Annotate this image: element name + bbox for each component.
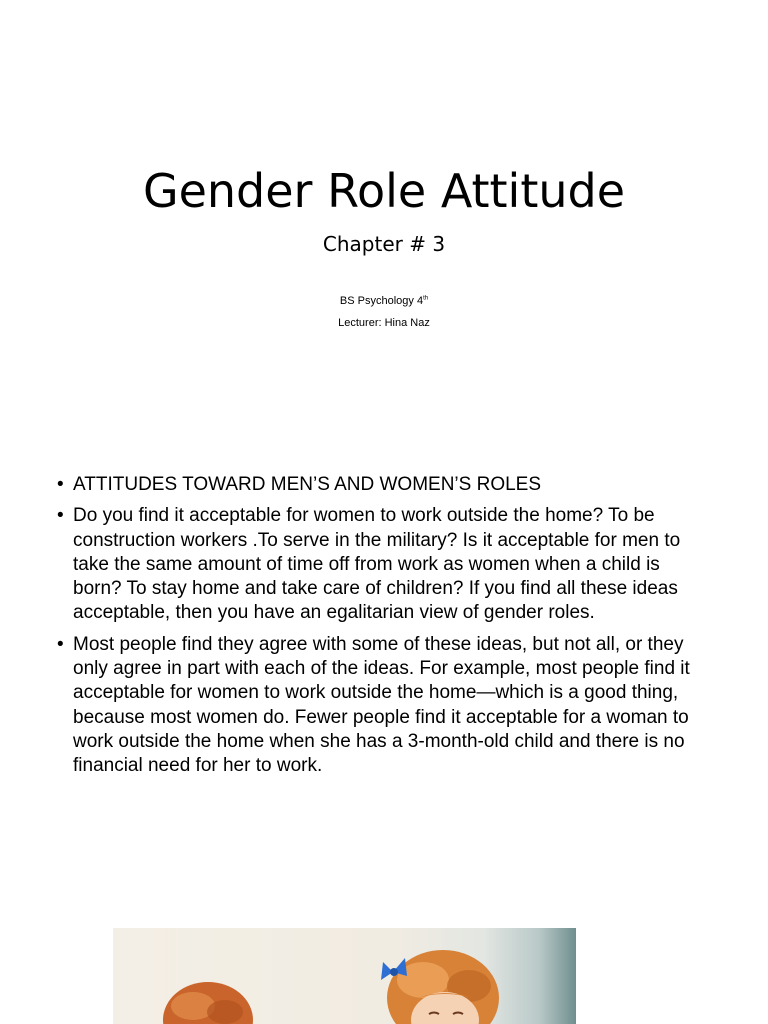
illustration-graphic	[113, 928, 576, 1024]
bullet-marker: •	[57, 505, 64, 527]
course-text: BS Psychology 4	[339, 295, 424, 307]
bullet-marker: •	[57, 474, 64, 495]
lecturer-line: Lecturer: Hina Naz	[338, 317, 430, 329]
title-slide	[0, 0, 768, 440]
content-slide	[0, 470, 768, 830]
bullet-text: ATTITUDES TOWARD MEN’S AND WOMEN’S ROLES	[73, 474, 542, 495]
bullet-item	[0, 473, 768, 497]
vintage-children-illustration	[113, 928, 576, 1024]
bullet-text: Most people find they agree with some of these ideas, but not all, or they only agree in part with each of the ideas. For example, most people find it acceptable for women to work outside the home—which is a good thing, because most women do. Fewer people find it acceptable for a woman to work outside the home when she has a 3-month-old child and there is no financial need for her to work.	[73, 633, 690, 777]
bullet-marker: •	[57, 633, 64, 655]
bullet-item	[0, 504, 768, 625]
slide-subtitle: Chapter # 3	[322, 232, 446, 256]
course-superscript: th	[423, 295, 429, 302]
slide-title: Gender Role Attitude	[142, 164, 626, 218]
bullet-list	[0, 473, 768, 786]
bullet-item	[0, 633, 768, 779]
course-line	[0, 293, 768, 309]
bullet-text: Do you find it acceptable for women to work outside the home? To be construction workers .To serve in the military? Is it acceptable for men to take the same amount of time off from work as women when a child is born? To stay home and take care of children? If you find all these ideas acceptable, then you have an egalitarian view of gender roles.	[73, 505, 681, 624]
